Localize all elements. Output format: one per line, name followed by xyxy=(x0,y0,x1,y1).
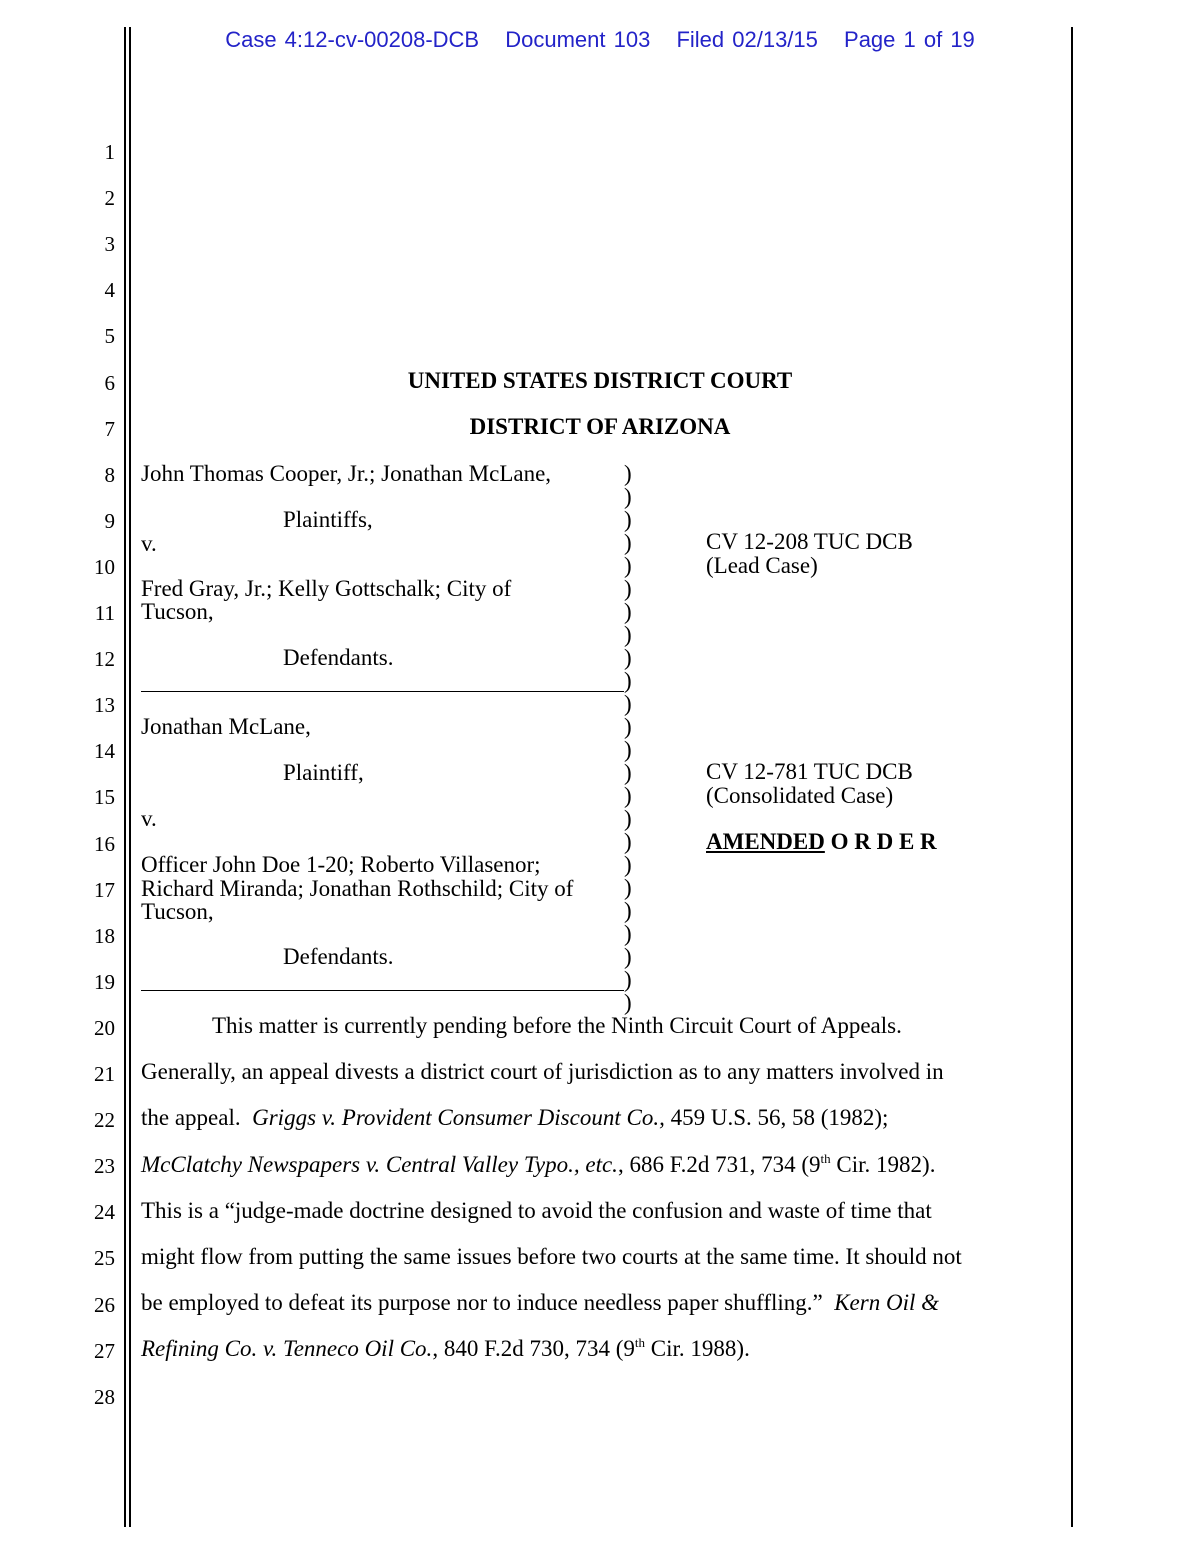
line-number: 13 xyxy=(94,693,115,717)
body-line-25: might flow from putting the same issues before two courts at the same time. It should not xyxy=(141,1244,962,1269)
body-line-27-superscript: th xyxy=(634,1335,646,1350)
body-line-23-superscript: th xyxy=(820,1151,831,1166)
line-number: 11 xyxy=(94,601,115,625)
caption2-defendants-line3: Tucson, xyxy=(141,899,214,924)
caption1-parentheses: ) ) ) ) ) ) ) ) ) ) xyxy=(624,461,632,693)
caption1-plaintiffs: John Thomas Cooper, Jr.; Jonathan McLane, xyxy=(141,461,552,486)
body-line-22-text-a: the appeal. xyxy=(141,1105,253,1130)
caption2-defendants-line1: Officer John Doe 1-20; Roberto Villasenor; xyxy=(141,852,541,877)
body-line-22-text-b: 459 U.S. 56, 58 (1982); xyxy=(664,1105,889,1130)
page-indicator: Page 1 of 19 xyxy=(844,27,975,52)
line-number: 25 xyxy=(94,1246,115,1270)
line-number: 9 xyxy=(104,509,115,533)
line-number: 28 xyxy=(94,1385,115,1409)
body-line-21: Generally, an appeal divests a district court of jurisdiction as to any matters involved in xyxy=(141,1059,944,1084)
line-number: 14 xyxy=(94,739,115,763)
body-line-27 xyxy=(141,1337,750,1361)
line-number: 7 xyxy=(104,417,115,441)
citation-kern-oil-start: Kern Oil & xyxy=(834,1290,939,1315)
body-line-26-text-a: be employed to defeat its purpose nor to induce needless paper shuffling.” xyxy=(141,1290,835,1315)
line-number: 10 xyxy=(94,555,115,579)
line-number: 12 xyxy=(94,647,115,671)
line-number: 21 xyxy=(94,1062,115,1086)
line-number: 16 xyxy=(94,832,115,856)
line-number: 3 xyxy=(104,232,115,256)
line-number: 15 xyxy=(94,785,115,809)
court-name: UNITED STATES DISTRICT COURT xyxy=(407,368,793,393)
caption2-case-type: (Consolidated Case) xyxy=(706,783,894,808)
line-number: 18 xyxy=(94,924,115,948)
citation-mcclatchy: McClatchy Newspapers v. Central Valley Typo., etc. xyxy=(141,1152,618,1177)
body-line-23 xyxy=(141,1153,935,1177)
citation-griggs: Griggs v. Provident Consumer Discount Co., xyxy=(252,1105,665,1130)
line-number: 2 xyxy=(104,186,115,210)
court-district: DISTRICT OF ARIZONA xyxy=(469,414,731,439)
caption1-case-type: (Lead Case) xyxy=(706,553,818,578)
caption1-defendants-line1: Fred Gray, Jr.; Kelly Gottschalk; City of xyxy=(141,576,512,601)
case-number: Case 4:12-cv-00208-DCB xyxy=(225,27,480,52)
caption1-case-number: CV 12-208 TUC DCB xyxy=(706,529,913,554)
line-number: 6 xyxy=(104,371,115,395)
caption2-plaintiff: Jonathan McLane, xyxy=(141,714,311,739)
line-number: 8 xyxy=(104,463,115,487)
line-number: 22 xyxy=(94,1108,115,1132)
caption1-defendants-label: Defendants. xyxy=(283,645,394,670)
caption2-defendants-line2: Richard Miranda; Jonathan Rothschild; City of xyxy=(141,876,574,901)
line-number: 23 xyxy=(94,1154,115,1178)
body-line-27-text-a: , 840 F.2d 730, 734 (9 xyxy=(432,1336,635,1361)
order-title-amended: AMENDED xyxy=(706,829,825,854)
line-number: 19 xyxy=(94,970,115,994)
line-number: 5 xyxy=(104,324,115,348)
line-number: 1 xyxy=(104,140,115,164)
line-number: 26 xyxy=(94,1293,115,1317)
filing-header xyxy=(130,27,1070,53)
body-line-23-text-a: , 686 F.2d 731, 734 (9 xyxy=(617,1152,821,1177)
citation-kern-oil-end: Refining Co. v. Tenneco Oil Co. xyxy=(141,1336,433,1361)
left-margin-rule-outer xyxy=(124,27,126,1527)
caption1-defendants-line2: Tucson, xyxy=(141,599,214,624)
caption2-parentheses: ) ) ) ) ) ) ) ) ) ) ) ) ) ) xyxy=(624,691,632,1015)
body-line-22 xyxy=(141,1106,888,1130)
caption2-versus: v. xyxy=(141,806,157,831)
order-title-order: O R D E R xyxy=(830,829,937,854)
body-line-20: This matter is currently pending before the Ninth Circuit Court of Appeals. xyxy=(212,1013,902,1038)
body-line-23-text-b: Cir. 1982). xyxy=(830,1152,936,1177)
right-margin-rule xyxy=(1071,27,1073,1527)
caption1-versus: v. xyxy=(141,531,157,556)
caption2-defendants-label: Defendants. xyxy=(283,944,394,969)
left-margin-rule-inner xyxy=(129,27,131,1527)
body-line-26 xyxy=(141,1291,939,1315)
line-number: 20 xyxy=(94,1016,115,1040)
line-number: 27 xyxy=(94,1339,115,1363)
line-number: 24 xyxy=(94,1200,115,1224)
caption2-divider xyxy=(141,990,624,991)
order-title xyxy=(706,830,937,854)
filed-date: Filed 02/13/15 xyxy=(676,27,818,52)
caption2-case-number: CV 12-781 TUC DCB xyxy=(706,759,913,784)
line-number: 4 xyxy=(104,278,115,302)
body-line-27-text-b: Cir. 1988). xyxy=(645,1336,750,1361)
caption1-divider xyxy=(141,691,624,692)
line-number: 17 xyxy=(94,878,115,902)
caption2-plaintiff-label: Plaintiff, xyxy=(283,760,364,785)
caption1-plaintiffs-label: Plaintiffs, xyxy=(283,507,373,532)
body-line-24: This is a “judge-made doctrine designed to avoid the confusion and waste of time that xyxy=(141,1198,932,1223)
document-number: Document 103 xyxy=(505,27,651,52)
